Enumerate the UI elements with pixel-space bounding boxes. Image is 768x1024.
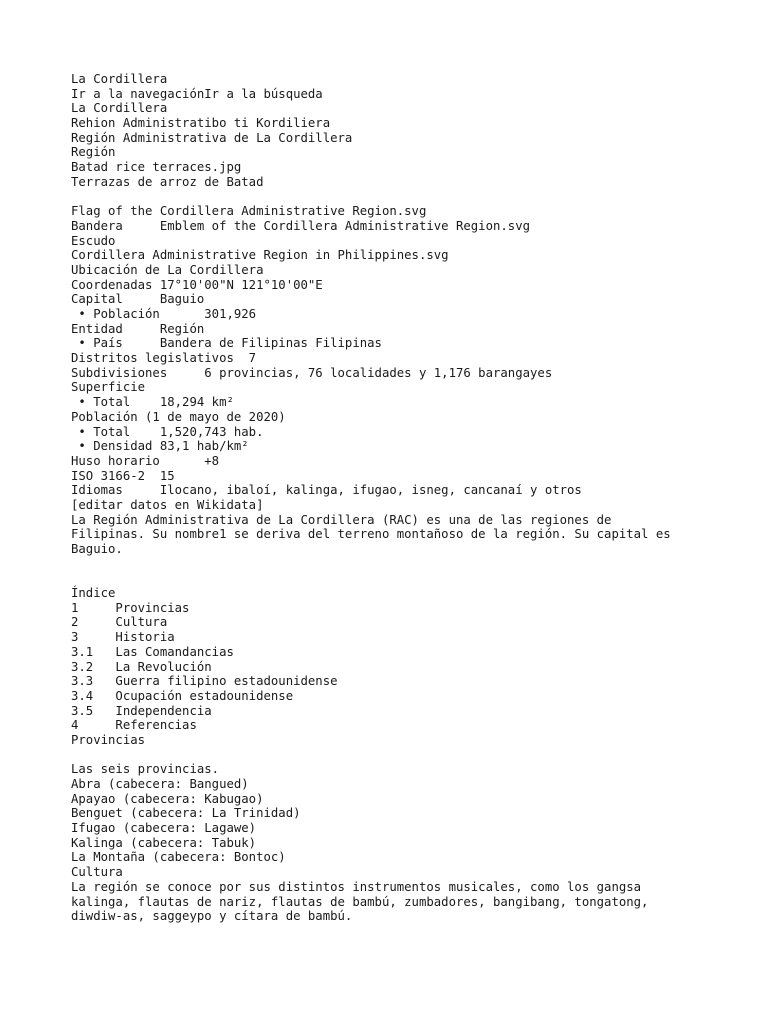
text-line: • Total 18,294 km² (71, 395, 234, 410)
text-line: • País Bandera de Filipinas Filipinas (71, 336, 382, 351)
text-line: 4 Referencias (71, 718, 197, 733)
text-line: Entidad Región (71, 321, 205, 336)
text-line: 3.2 La Revolución (71, 659, 212, 674)
text-line: Huso horario +8 (71, 453, 220, 468)
text-line: 3 Historia (71, 630, 175, 645)
text-line: Terrazas de arroz de Batad (71, 174, 264, 189)
text-line: 1 Provincias (71, 600, 190, 615)
text-line: 2 Cultura (71, 615, 168, 630)
text-line: Apayao (cabecera: Kabugao) (71, 791, 264, 806)
text-line: • Total 1,520,743 hab. (71, 424, 264, 439)
text-line: Distritos legislativos 7 (71, 351, 257, 366)
text-line: Cultura (71, 865, 123, 880)
blank-line (71, 748, 711, 763)
text-line: Batad rice terraces.jpg (71, 160, 242, 175)
text-line: Índice (71, 586, 116, 601)
text-line: Escudo (71, 233, 116, 248)
text-line: Subdivisiones 6 provincias, 76 localidades y 1,176 barangayes (71, 365, 553, 380)
text-line: Idiomas Ilocano, ibaloí, kalinga, ifugao, isneg, cancanaí y otros (71, 483, 582, 498)
text-line: Cordillera Administrative Region in Philippines.svg (71, 248, 449, 263)
blank-line (71, 190, 711, 205)
blank-line (71, 571, 711, 586)
text-line: ISO 3166-2 15 (71, 468, 175, 483)
text-line: Superficie (71, 380, 146, 395)
text-line: Baguio. (71, 542, 123, 556)
text-line: La Región Administrativa de La Cordillera (RAC) es una de las regiones de (71, 512, 612, 527)
text-line: [editar datos en Wikidata] (71, 497, 264, 512)
text-line: • Población 301,926 (71, 307, 257, 321)
text-line: Abra (cabecera: Bangued) (71, 777, 249, 791)
text-line: Rehion Administratibo ti Kordiliera (71, 116, 331, 131)
text-line: 3.1 Las Comandancias (71, 644, 234, 659)
text-line: Ifugao (cabecera: Lagawe) (71, 821, 257, 836)
text-line: Bandera Emblem of the Cordillera Administrative Region.svg (71, 218, 531, 233)
text-line: Ir a la navegaciónIr a la búsqueda (71, 86, 323, 101)
text-line: Filipinas. Su nombre1 se deriva del terreno montañoso de la región. Su capital es (71, 527, 671, 542)
text-line: Región Administrativa de La Cordillera (71, 130, 353, 145)
text-line: 3.4 Ocupación estadounidense (71, 688, 294, 703)
text-line: diwdiw-as, saggeypo y cítara de bambú. (71, 909, 353, 924)
text-line: La Montaña (cabecera: Bontoc) (71, 850, 286, 865)
text-line: kalinga, flautas de nariz, flautas de bambú, zumbadores, bangibang, tongatong, (71, 894, 649, 909)
text-line: La Cordillera (71, 101, 168, 116)
text-line: Las seis provincias. (71, 762, 220, 777)
blank-line (71, 557, 711, 572)
text-line: 3.3 Guerra filipino estadounidense (71, 674, 338, 689)
text-line: Región (71, 145, 116, 160)
text-line: La región se conoce por sus distintos instrumentos musicales, como los gangsa (71, 879, 642, 894)
document-body (71, 72, 711, 924)
text-line: La Cordillera (71, 72, 168, 86)
text-line: Kalinga (cabecera: Tabuk) (71, 835, 257, 850)
text-line: Capital Baguio (71, 292, 205, 307)
text-line: Benguet (cabecera: La Trinidad) (71, 806, 301, 821)
text-line: • Densidad 83,1 hab/km² (71, 439, 249, 454)
text-line: Coordenadas 17°10'00"N 121°10'00"E (71, 277, 323, 292)
text-line: Población (1 de mayo de 2020) (71, 409, 286, 424)
text-line: Provincias (71, 732, 146, 747)
text-line: Ubicación de La Cordillera (71, 262, 264, 277)
text-line: Flag of the Cordillera Administrative Region.svg (71, 204, 427, 219)
text-line: 3.5 Independencia (71, 703, 212, 718)
